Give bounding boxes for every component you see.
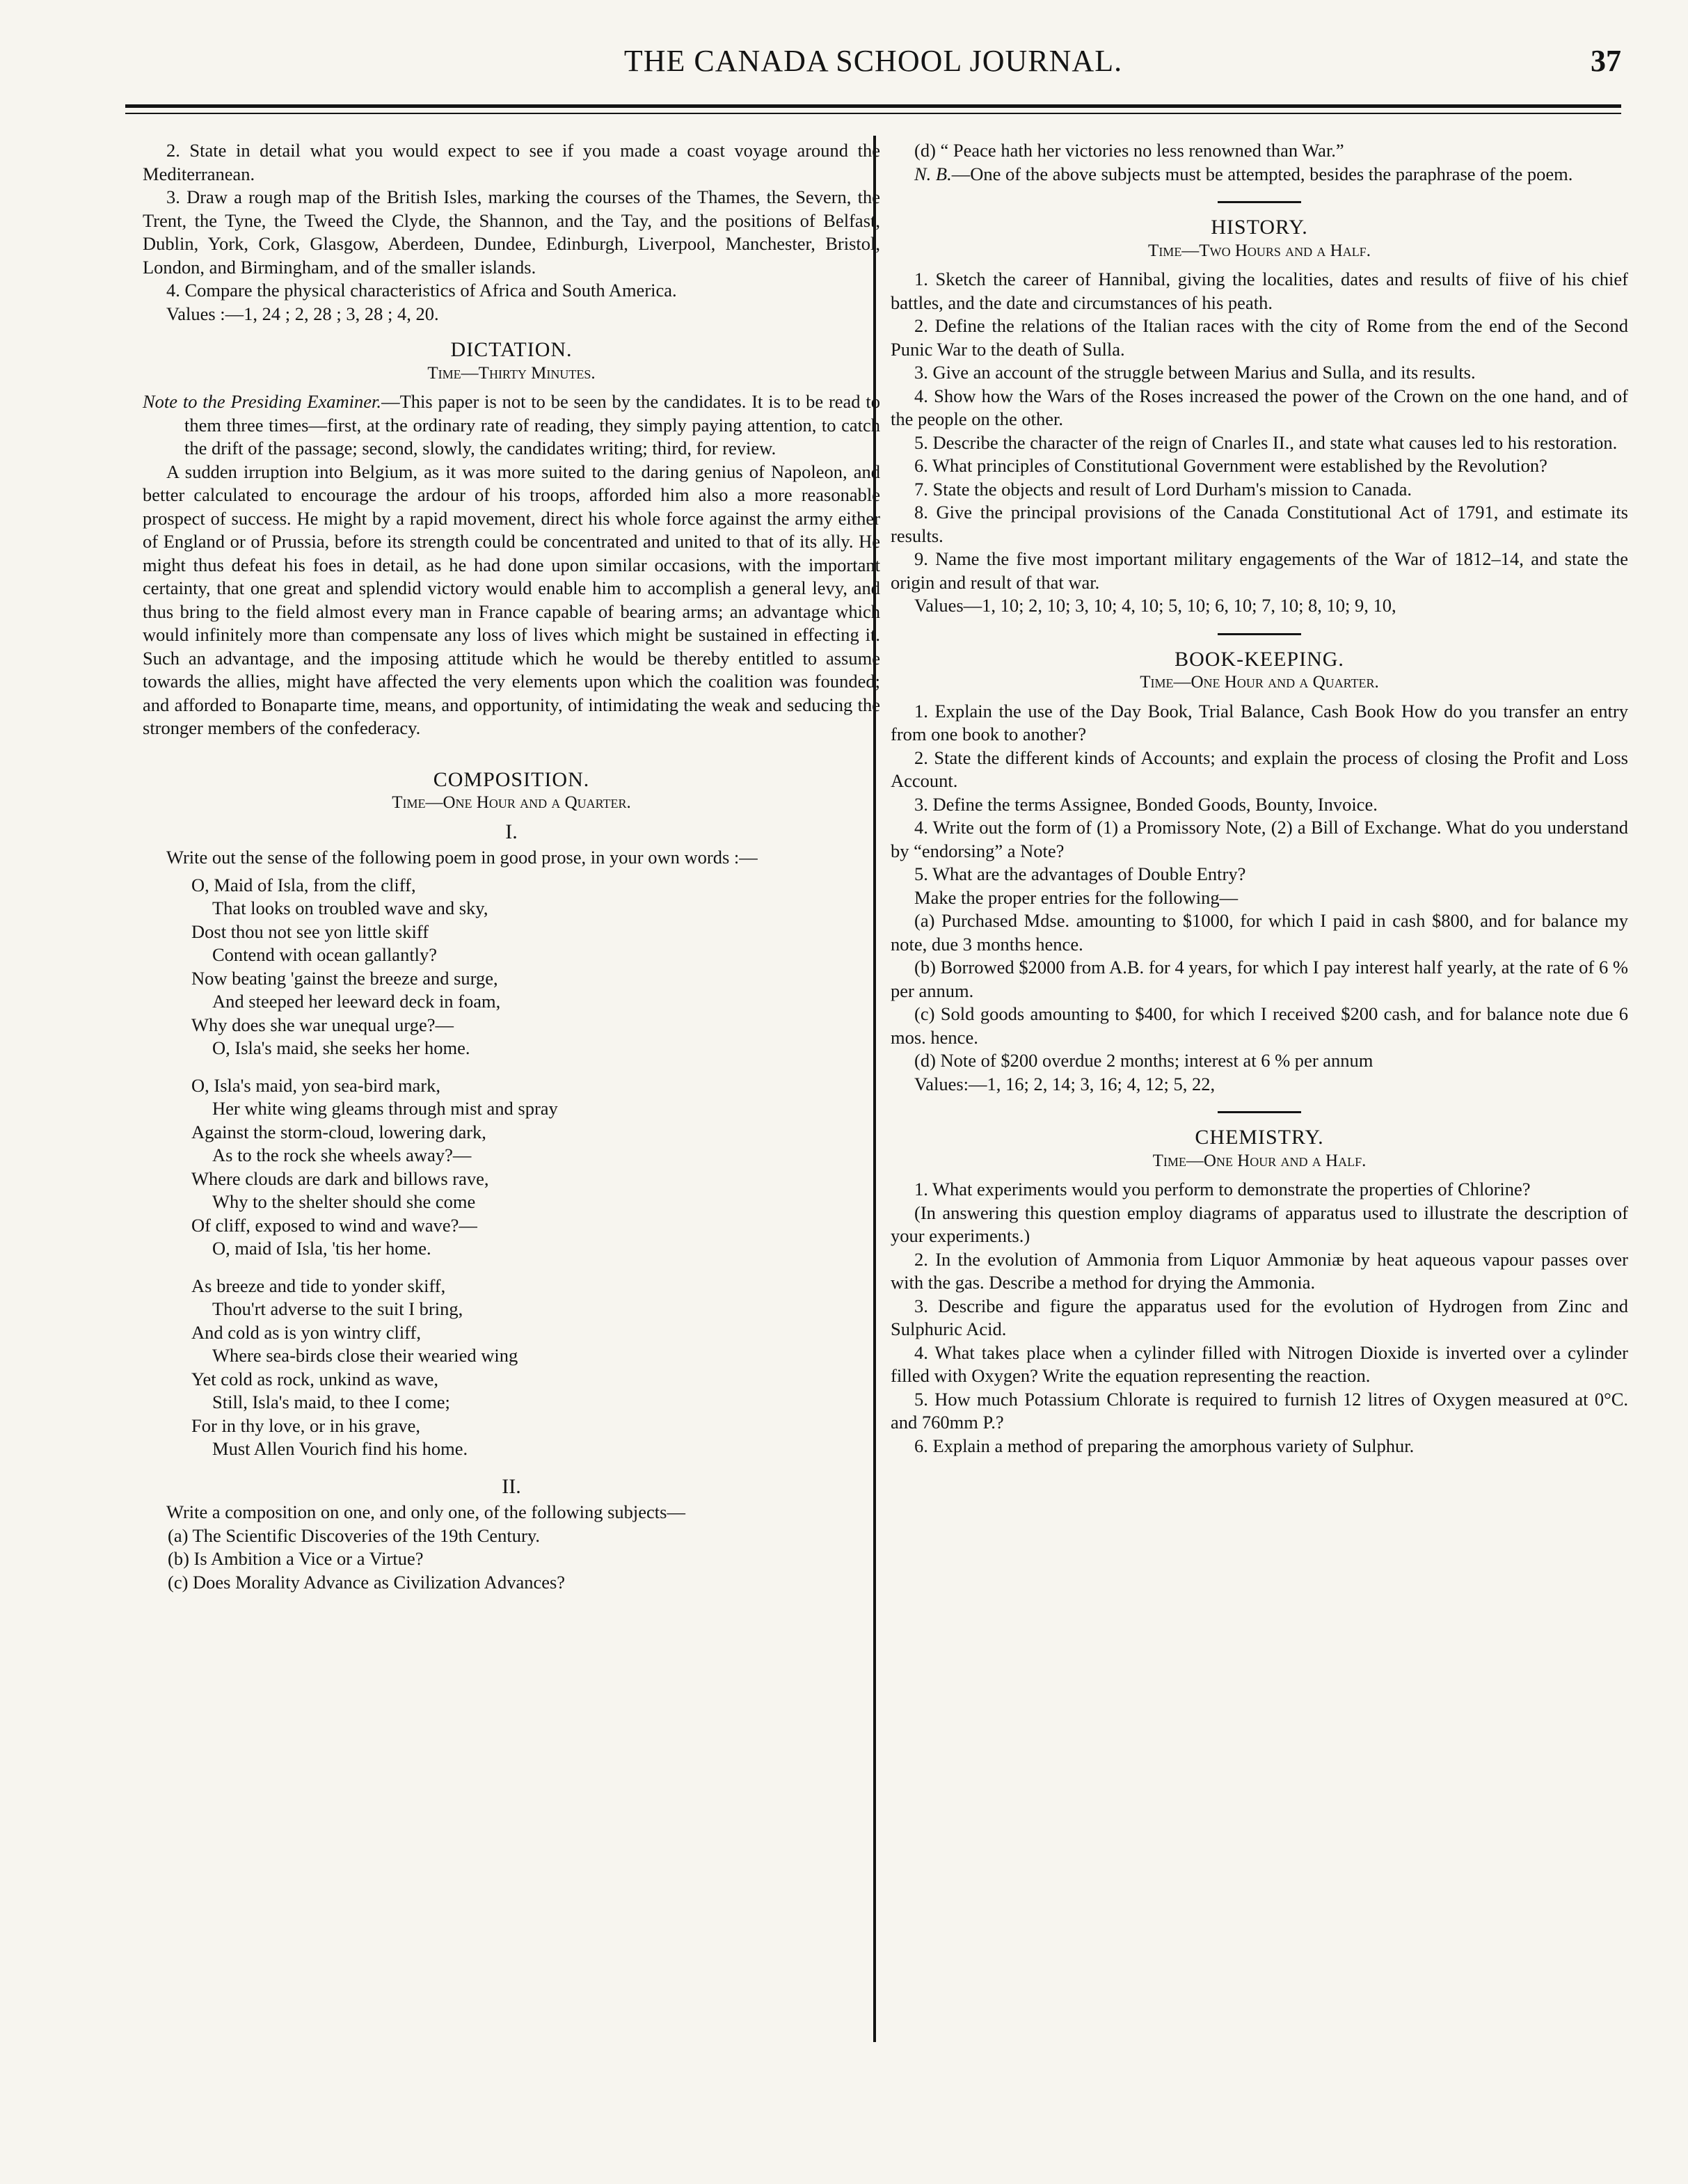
poem-line: As to the rock she wheels away?— <box>212 1145 472 1165</box>
question: 5. How much Potassium Chlorate is required to furnish 12 litres of Oxygen measured at 0°C. and 760mm P.? <box>891 1388 1628 1433</box>
part-numeral: II. <box>502 1474 521 1498</box>
poem-line: Why does she war unequal urge?— <box>191 1014 454 1035</box>
poem-line: And steeped her leeward deck in foam, <box>212 991 501 1012</box>
poem-line: That looks on troubled wave and sky, <box>212 898 488 918</box>
question: 3. Draw a rough map of the British Isles, marking the courses of the Thames, the Severn, the Trent, the Tyne, the Tweed the Clyde, the Shannon, and the Tay, and the positions of Belfast, Dublin, York, Cork, Glasgow, Aberdeen, Dundee, Edinburgh, Liverpool, Manchester, Bristol, London, and Birmingham, and of the smaller islands. <box>143 186 880 278</box>
question: 4. Compare the physical characteristics of Africa and South America. <box>166 280 677 301</box>
question: 1. Explain the use of the Day Book, Trial Balance, Cash Book How do you transfer an entry from one book to another? <box>891 700 1628 744</box>
entry-item: (a) Purchased Mdse. amounting to $1000, for which I paid in cash $800, and for balance my note, due 3 months hence. <box>891 910 1628 955</box>
section-time: Time—One Hour and a Quarter. <box>392 793 631 812</box>
poem-line: Now beating 'gainst the breeze and surge, <box>191 967 498 989</box>
part-numeral: I. <box>505 820 518 843</box>
poem-line: And cold as is yon wintry cliff, <box>191 1321 421 1343</box>
subject-option: (b) Is Ambition a Vice or a Virtue? <box>168 1548 424 1569</box>
examiner-note <box>143 390 880 461</box>
entry-item: (b) Borrowed $2000 from A.B. for 4 years, for which I pay interest half yearly, at the rate of 6 % per annum. <box>891 957 1628 1001</box>
question: 4. Show how the Wars of the Roses increased the power of the Crown on the one hand, and of the people on the other. <box>891 385 1628 429</box>
section-separator <box>1218 1111 1301 1113</box>
section-title-bookkeeping: BOOK-KEEPING. <box>1175 647 1344 671</box>
poem-line: O, maid of Isla, 'tis her home. <box>212 1238 431 1259</box>
question: 7. State the objects and result of Lord Durham's mission to Canada. <box>914 478 1412 500</box>
poem-line: Still, Isla's maid, to thee I come; <box>212 1392 450 1412</box>
subject-option: (c) Does Morality Advance as Civilization Advances? <box>168 1571 566 1593</box>
question: 2. Define the relations of the Italian races with the city of Rome from the end of the Second Punic War to the death of Sulla. <box>891 315 1628 360</box>
poem-stanza <box>143 1275 880 1461</box>
question: 2. State in detail what you would expect to see if you made a coast voyage around the Mediterranean. <box>143 140 880 184</box>
poem-stanza <box>143 874 880 1060</box>
question: 4. Write out the form of (1) a Promissory Note, (2) a Bill of Exchange. What do you understand by “endorsing” a Note? <box>891 817 1628 861</box>
question: 1. What experiments would you perform to demonstrate the properties of Chlorine? <box>914 1179 1531 1199</box>
section-title-composition: COMPOSITION. <box>433 767 590 791</box>
poem-line: Her white wing gleams through mist and spray <box>212 1098 558 1119</box>
entry-item: (d) Note of $200 overdue 2 months; interest at 6 % per annum <box>914 1050 1374 1071</box>
poem-line: Against the storm-cloud, lowering dark, <box>191 1121 486 1142</box>
nb-text: —One of the above subjects must be attempted, besides the paraphrase of the poem. <box>951 163 1573 184</box>
dictation-passage: A sudden irruption into Belgium, as it was more suited to the daring genius of Napoleon, and better calculated to encourage the ardour of his troops, afforded him also a more reasonable prospect of success. He might by a rapid movement, direct his whole force against the army either of England or of Prussia, before its strength could be concentrated and united to that of its ally. He might thus defeat his foes in detail, as he had done upon similar occasions, with the important certainty, that one great and splendid victory would enable him to accomplish a general levy, and thus bring to the field almost every man in France capable of bearing arms; an advantage which would infinitely more than compensate any loss of lives which might be sustained in effecting it. Such an advantage, and the imposing attitude which he would be thereby entitled to assume towards the allies, might have affected the very elements upon which the coalition was founded; and afforded to Bonaparte time, means, and opportunity, of intimidating the weak and seducing the stronger members of the confederacy. <box>143 461 880 738</box>
header-rule-thin <box>125 113 1621 114</box>
poem-line: O, Maid of Isla, from the cliff, <box>191 874 416 895</box>
poem-stanza <box>143 1074 880 1261</box>
poem-line: O, Isla's maid, yon sea-bird mark, <box>191 1074 441 1096</box>
section-time: Time—One Hour and a Half. <box>1152 1151 1367 1170</box>
page-header <box>125 43 1621 92</box>
note-label: Note to the Presiding Examiner. <box>143 391 382 412</box>
question: 1. Sketch the career of Hannibal, giving the localities, dates and results of fiive of his chief battles, and the date and circumstances of his peath. <box>891 269 1628 313</box>
values-line: Values:—1, 16; 2, 14; 3, 16; 4, 12; 5, 22, <box>914 1073 1216 1094</box>
question: 5. Describe the character of the reign of Cnarles II., and state what causes led to his restoration. <box>914 431 1618 453</box>
values-line: Values—1, 10; 2, 10; 3, 10; 4, 10; 5, 10; 6, 10; 7, 10; 8, 10; 9, 10, <box>914 595 1396 616</box>
header-rule-thick <box>125 104 1621 108</box>
poem-line: For in thy love, or in his grave, <box>191 1414 420 1436</box>
left-column <box>143 139 880 1594</box>
question: 5. What are the advantages of Double Entry? <box>914 863 1246 884</box>
entry-item: (c) Sold goods amounting to $400, for which I received $200 cash, and for balance note due 6 mos. hence. <box>891 1003 1628 1048</box>
section-time: Time—One Hour and a Quarter. <box>1140 673 1379 692</box>
question: 2. State the different kinds of Accounts; and explain the process of closing the Profit and Loss Account. <box>891 747 1628 791</box>
poem-line: Must Allen Vourich find his home. <box>212 1438 468 1459</box>
journal-title: THE CANADA SCHOOL JOURNAL. <box>623 44 1123 78</box>
subject-option: (a) The Scientific Discoveries of the 19th Century. <box>168 1524 540 1546</box>
question: 8. Give the principal provisions of the Canada Constitutional Act of 1791, and estimate its results. <box>891 502 1628 546</box>
section-separator <box>1218 201 1301 203</box>
section-separator <box>1218 633 1301 635</box>
page-number: 37 <box>1591 44 1621 78</box>
subject-option: (d) “ Peace hath her victories no less renowned than War.” <box>914 140 1344 161</box>
question: 6. What principles of Constitutional Government were established by the Revolution? <box>914 455 1547 476</box>
section-time: Time—Two Hours and a Half. <box>1148 241 1371 260</box>
question: 3. Define the terms Assignee, Bonded Goods, Bounty, Invoice. <box>914 793 1378 815</box>
section-time: Time—Thirty Minutes. <box>427 363 596 383</box>
question: 6. Explain a method of preparing the amorphous variety of Sulphur. <box>914 1435 1415 1456</box>
question: 3. Describe and figure the apparatus used for the evolution of Hydrogen from Zinc and Sulphuric Acid. <box>891 1295 1628 1339</box>
section-title-chemistry: CHEMISTRY. <box>1195 1126 1324 1149</box>
entries-intro: Make the proper entries for the following— <box>914 886 1239 908</box>
section-title-dictation: DICTATION. <box>450 338 573 361</box>
poem-line: Where sea-birds close their wearied wing <box>212 1345 518 1366</box>
question: 4. What takes place when a cylinder filled with Nitrogen Dioxide is inverted over a cylinder filled with Oxygen? Write the equation representing the reaction. <box>891 1341 1628 1386</box>
poem-line: O, Isla's maid, she seeks her home. <box>212 1037 470 1058</box>
section-title-history: HISTORY. <box>1211 216 1308 239</box>
nota-bene <box>891 163 1628 186</box>
poem-line: Of cliff, exposed to wind and wave?— <box>191 1214 477 1236</box>
poem-line: Yet cold as rock, unkind as wave, <box>191 1368 438 1389</box>
poem-line: Why to the shelter should she come <box>212 1191 476 1212</box>
poem-line: Where clouds are dark and billows rave, <box>191 1167 489 1189</box>
poem-line: As breeze and tide to yonder skiff, <box>191 1275 446 1296</box>
question: 2. In the evolution of Ammonia from Liquor Ammoniæ by heat aqueous vapour passes over with the gas. Describe a method for drying the Ammonia. <box>891 1248 1628 1293</box>
nb-label: N. B. <box>914 163 952 184</box>
question-note: (In answering this question employ diagrams of apparatus used to illustrate the description of your experiments.) <box>891 1202 1628 1246</box>
composition-intro: Write out the sense of the following poem in good prose, in your own words :— <box>166 847 758 868</box>
poem-line: Thou'rt adverse to the suit I bring, <box>212 1298 463 1319</box>
question: 9. Name the five most important military engagements of the War of 1812–14, and state the origin and result of that war. <box>891 548 1628 593</box>
note-text: —This paper is not to be seen by the candidates. It is to be read to them three times—first, at the ordinary rate of reading, they simply paying attention, to catch the drift of the passage; second, slowly, the candidates writing; third, for review. <box>184 391 880 459</box>
poem-line: Contend with ocean gallantly? <box>212 944 438 965</box>
values-line: Values :—1, 24 ; 2, 28 ; 3, 28 ; 4, 20. <box>166 303 439 324</box>
right-column <box>891 139 1628 1458</box>
poem-line: Dost thou not see yon little skiff <box>191 920 429 942</box>
composition-intro: Write a composition on one, and only one, of the following subjects— <box>166 1501 685 1522</box>
question: 3. Give an account of the struggle between Marius and Sulla, and its results. <box>914 362 1476 383</box>
